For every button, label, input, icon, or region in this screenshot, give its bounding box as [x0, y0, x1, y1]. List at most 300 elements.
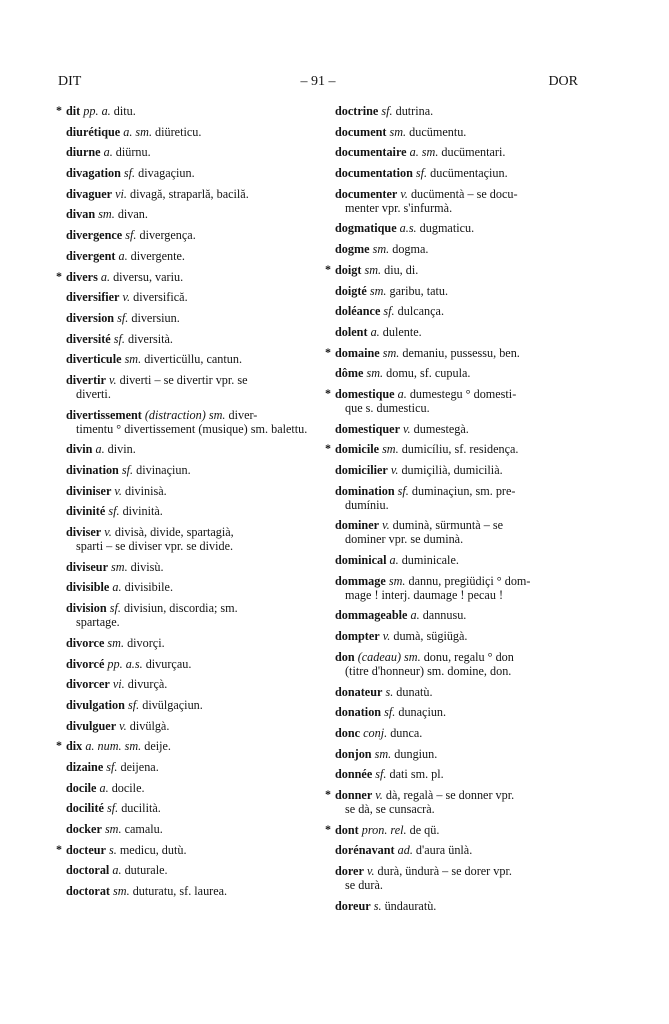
headword: document — [335, 124, 387, 139]
headword: domestique — [335, 386, 395, 401]
headword: divers — [66, 269, 98, 284]
headword: divergence — [66, 228, 123, 243]
headword: dolent — [335, 324, 368, 339]
translation: dannusu. — [422, 608, 467, 623]
headword: dizaine — [66, 759, 104, 774]
grammar-label: a. sm. — [123, 124, 152, 139]
translation: divisà, divide, spartagià, — [114, 525, 234, 540]
translation: duminaçiun, sm. pre- — [411, 483, 516, 498]
grammar-label: sf. — [384, 705, 396, 720]
grammar-label: v. — [375, 787, 383, 802]
headword: divorcé — [66, 656, 105, 671]
translation: domu, sf. cupula. — [386, 366, 471, 381]
grammar-label: (cadeau) sm. — [357, 649, 421, 664]
dictionary-entry — [325, 747, 587, 761]
left-column — [56, 104, 312, 905]
grammar-label: a. — [118, 248, 128, 263]
grammar-label: v. — [114, 483, 122, 498]
grammar-label: sm. — [366, 366, 384, 381]
headword: documentation — [335, 166, 413, 181]
dictionary-entry — [325, 463, 587, 477]
translation: deije. — [144, 739, 171, 754]
translation: diverti – se divertir vpr. se — [119, 372, 248, 387]
grammar-label: a. — [370, 324, 380, 339]
headword: donateur — [335, 684, 383, 699]
translation: medicu, dutù. — [119, 842, 187, 857]
dictionary-entry — [56, 601, 312, 629]
headword: diversité — [66, 331, 111, 346]
grammar-label: a. — [410, 608, 420, 623]
dictionary-entry — [56, 484, 312, 498]
headword: divorcer — [66, 677, 110, 692]
grammar-label: sf. — [117, 310, 129, 325]
grammar-label: v. — [403, 421, 411, 436]
translation: durà, ündurà – se dorer vpr. — [377, 864, 512, 878]
dictionary-entry — [56, 352, 312, 366]
dictionary-entry — [325, 843, 587, 857]
grammar-label: a. — [95, 442, 105, 457]
dictionary-entry — [325, 864, 587, 892]
translation: divorçi. — [127, 635, 165, 650]
asterisk-marker: * — [56, 103, 62, 117]
dictionary-entry — [56, 373, 312, 401]
dictionary-entry — [325, 484, 587, 512]
page-header — [58, 74, 578, 94]
translation: dumestegà. — [413, 421, 469, 436]
grammar-label: sm. — [107, 635, 125, 650]
headword: divin — [66, 442, 93, 457]
grammar-label: v. — [390, 463, 399, 477]
grammar-label: a. — [100, 269, 111, 284]
headword: dorer — [335, 864, 364, 878]
dictionary-entry — [56, 822, 312, 836]
translation: dà, regalà – se donner vpr. — [385, 787, 515, 802]
translation: deijena. — [120, 759, 159, 774]
translation: dumà, sügiügà. — [393, 629, 468, 644]
grammar-label: a. — [99, 780, 109, 795]
dictionary-entry — [325, 221, 587, 235]
grammar-label: sf. — [397, 483, 409, 498]
headword: divertissement — [66, 407, 142, 422]
translation: donu, regalu ° don — [423, 649, 514, 664]
translation: divinisà. — [125, 483, 167, 498]
headword: divulgation — [66, 697, 125, 712]
grammar-label: sm. — [124, 352, 142, 367]
headword: dominical — [335, 553, 387, 568]
headword: divorce — [66, 635, 105, 650]
asterisk-marker: * — [56, 738, 62, 753]
grammar-label: pp. a. — [83, 104, 111, 118]
grammar-label: v. — [104, 525, 112, 540]
translation: dannu, pregiüdiçi ° dom- — [408, 573, 531, 588]
headword: dompter — [335, 629, 380, 644]
headword: divinité — [66, 504, 106, 519]
translation-continuation: dumíniu. — [345, 497, 389, 512]
translation-continuation: dominer vpr. se duminà. — [345, 532, 464, 547]
headword: domicile — [335, 442, 380, 457]
headword: divan — [66, 207, 96, 222]
grammar-label: sf. — [106, 801, 119, 816]
headword: doctorat — [66, 884, 110, 899]
translation: ditu. — [113, 104, 136, 118]
translation: diversifică. — [133, 290, 188, 305]
translation: d'aura ünlà. — [415, 843, 473, 858]
translation: dulcança. — [397, 304, 444, 319]
translation: diverticüllu, cantun. — [144, 352, 243, 367]
translation: de qü. — [409, 822, 440, 837]
dictionary-entry — [325, 284, 587, 298]
dictionary-entry — [325, 705, 587, 719]
dictionary-entry — [56, 166, 312, 180]
header-right-guideword: DOR — [548, 74, 578, 89]
grammar-label: sm. — [382, 345, 400, 360]
grammar-label: s. — [108, 842, 117, 857]
translation: ündauratù. — [384, 898, 437, 913]
grammar-label: sm. — [382, 442, 399, 457]
dictionary-entry — [325, 304, 587, 318]
headword: donner — [335, 787, 373, 802]
translation: diversu, variu. — [113, 269, 184, 284]
translation: divülgà. — [129, 718, 170, 733]
translation: dunca. — [390, 725, 423, 740]
translation: diürnu. — [115, 145, 151, 160]
headword: doléance — [335, 304, 381, 319]
grammar-label: a. — [389, 553, 399, 568]
asterisk-marker: * — [56, 841, 62, 856]
asterisk-marker: * — [325, 441, 331, 456]
translation-continuation: (titre d'honneur) sm. domine, don. — [345, 663, 512, 678]
asterisk-marker: * — [325, 344, 331, 359]
translation: camalu. — [124, 822, 163, 836]
translation: dati sm. pl. — [389, 767, 444, 782]
grammar-label: a. — [397, 386, 407, 401]
dictionary-entry — [56, 801, 312, 815]
translation: divinaçiun. — [136, 463, 191, 477]
headword: diversifier — [66, 290, 120, 305]
grammar-label: sm. — [374, 746, 392, 761]
translation: ducümentu. — [409, 124, 467, 139]
headword: divulguer — [66, 718, 117, 733]
grammar-label: sf. — [108, 504, 120, 519]
translation: diüreticu. — [155, 124, 202, 139]
dictionary-entry — [325, 145, 587, 159]
headword: domaine — [335, 345, 380, 360]
translation: demaniu, pussessu, ben. — [402, 345, 520, 360]
translation-continuation: que s. dumesticu. — [345, 400, 430, 415]
dictionary-entry — [56, 442, 312, 456]
dictionary-entry — [56, 657, 312, 671]
translation: dunatù. — [396, 684, 433, 699]
translation: divisù. — [130, 559, 164, 574]
asterisk-marker: * — [325, 786, 331, 801]
headword: domination — [335, 483, 395, 498]
grammar-label: vi. — [115, 186, 127, 201]
grammar-label: ad. — [397, 843, 413, 858]
grammar-label: v. — [108, 372, 117, 387]
dictionary-entry — [56, 560, 312, 574]
headword: dommageable — [335, 608, 408, 623]
translation: docile. — [111, 780, 145, 795]
dictionary-entry — [325, 553, 587, 567]
headword: domicilier — [335, 463, 388, 477]
headword: docker — [66, 822, 102, 836]
grammar-label: v. — [382, 518, 390, 533]
translation: divan. — [117, 207, 148, 222]
dictionary-entry — [56, 884, 312, 898]
translation-continuation: se durà. — [345, 878, 383, 892]
headword: doigté — [335, 283, 367, 298]
translation: dugmaticu. — [419, 221, 475, 236]
grammar-label: sf. — [123, 166, 136, 181]
translation: diver- — [228, 407, 258, 422]
translation: dutrina. — [395, 104, 434, 118]
translation: diversiun. — [131, 310, 180, 325]
headword: diviser — [66, 525, 102, 540]
dictionary-entry — [56, 187, 312, 201]
headword: dominer — [335, 518, 380, 533]
grammar-label: a. — [103, 145, 113, 160]
dictionary-entry — [56, 843, 312, 857]
dictionary-entry — [325, 242, 587, 256]
headword: docilité — [66, 801, 104, 816]
dictionary-entry — [56, 781, 312, 795]
headword: donc — [335, 725, 361, 740]
grammar-label: s. — [385, 684, 394, 699]
grammar-label: sf. — [125, 228, 137, 243]
dictionary-entry — [325, 767, 587, 781]
grammar-label: sf. — [415, 166, 428, 181]
headword: division — [66, 601, 107, 616]
dictionary-entry — [325, 629, 587, 643]
dictionary-entry — [56, 249, 312, 263]
dictionary-entry — [325, 325, 587, 339]
grammar-label: v. — [119, 718, 127, 733]
dictionary-entry — [56, 504, 312, 518]
grammar-label: sm. — [364, 262, 382, 277]
translation: ducümentaçiun. — [430, 166, 508, 181]
translation: ducümentari. — [441, 145, 506, 160]
dictionary-entry — [325, 442, 587, 456]
grammar-label: a. — [112, 863, 122, 878]
headword: dôme — [335, 366, 364, 381]
headword: donnée — [335, 767, 373, 782]
headword: domestiquer — [335, 421, 400, 436]
translation: ducilità. — [121, 801, 161, 816]
grammar-label: sm. — [98, 207, 115, 222]
translation: diu, di. — [384, 262, 419, 277]
translation: garibu, tatu. — [389, 283, 449, 298]
dictionary-entry — [325, 726, 587, 740]
headword: documentaire — [335, 145, 407, 160]
translation: duturale. — [124, 863, 168, 878]
grammar-label: sm. — [111, 559, 128, 574]
headword: divination — [66, 463, 119, 477]
translation: dungiun. — [394, 746, 438, 761]
translation: dogma. — [392, 242, 429, 257]
grammar-label: s. — [373, 898, 382, 913]
translation-continuation: diverti. — [76, 386, 111, 401]
headword: doctoral — [66, 863, 110, 878]
dictionary-entry — [56, 760, 312, 774]
dictionary-entry — [325, 899, 587, 913]
grammar-label: sm. — [369, 283, 387, 298]
dictionary-entry — [56, 525, 312, 553]
asterisk-marker: * — [325, 261, 331, 276]
translation: divurçà. — [127, 677, 168, 692]
headword: doctrine — [335, 104, 379, 118]
grammar-label: a. sm. — [409, 145, 439, 160]
headword: diviseur — [66, 559, 108, 574]
headword: don — [335, 649, 355, 664]
translation-continuation: sparti – se diviser vpr. se divide. — [76, 539, 234, 554]
dictionary-entry — [56, 228, 312, 242]
translation: dulente. — [382, 324, 422, 339]
dictionary-entry — [325, 125, 587, 139]
dictionary-entry — [56, 677, 312, 691]
grammar-label: (distraction) sm. — [144, 407, 226, 422]
headword: dogmatique — [335, 221, 397, 236]
translation-continuation: timentu ° divertissement (musique) sm. balettu. — [76, 421, 308, 436]
headword: diversion — [66, 310, 115, 325]
dictionary-entry — [325, 788, 587, 816]
headword: diurétique — [66, 124, 121, 139]
dictionary-entry — [325, 422, 587, 436]
headword: dit — [66, 104, 81, 118]
grammar-label: sf. — [121, 463, 134, 477]
translation: duturatu, sf. laurea. — [132, 884, 228, 899]
translation: divagă, straparlă, bacilă. — [129, 186, 249, 201]
headword: dogme — [335, 242, 370, 257]
grammar-label: sf. — [381, 104, 393, 118]
header-left-guideword: DIT — [58, 74, 82, 89]
translation: divinità. — [122, 504, 163, 519]
dictionary-entry — [56, 290, 312, 304]
translation: duminicale. — [401, 553, 459, 568]
page-number: – 91 – — [300, 74, 336, 89]
grammar-label: pp. a.s. — [107, 656, 143, 671]
grammar-label: sf. — [383, 304, 395, 319]
dictionary-entry — [56, 719, 312, 733]
dictionary-entry — [325, 518, 587, 546]
dictionary-entry — [325, 574, 587, 602]
dictionary-entry — [325, 608, 587, 622]
headword: doreur — [335, 898, 371, 913]
grammar-label: sm. — [113, 884, 130, 899]
grammar-label: sf. — [375, 767, 387, 782]
dictionary-entry — [325, 685, 587, 699]
dictionary-entry — [325, 104, 587, 118]
headword: dont — [335, 822, 359, 837]
grammar-label: v. — [382, 629, 391, 644]
dictionary-entry — [325, 366, 587, 380]
grammar-label: sf. — [113, 331, 125, 346]
dictionary-entry — [56, 739, 312, 753]
headword: docile — [66, 780, 97, 795]
dictionary-entry — [325, 187, 587, 215]
translation: ducümentà – se docu- — [410, 186, 518, 201]
dictionary-entry — [56, 207, 312, 221]
headword: diverticule — [66, 352, 122, 367]
headword: dorénavant — [335, 843, 395, 858]
grammar-label: sm. — [389, 124, 407, 139]
translation: duminà, sürmuntà – se — [392, 518, 504, 533]
translation: dumicíliu, sf. residença. — [401, 442, 519, 457]
translation: divagaçiun. — [138, 166, 195, 181]
dictionary-entry — [56, 104, 312, 118]
dictionary-entry — [56, 463, 312, 477]
headword: divagation — [66, 166, 121, 181]
translation-continuation: spartage. — [76, 615, 120, 630]
translation: divergente. — [130, 248, 185, 263]
translation: diversità. — [127, 331, 173, 346]
grammar-label: sm. — [104, 822, 122, 836]
headword: donation — [335, 705, 382, 720]
dictionary-entry — [325, 387, 587, 415]
dictionary-entry — [56, 332, 312, 346]
dictionary-entry — [56, 698, 312, 712]
headword: doigt — [335, 262, 362, 277]
translation-continuation: se dà, se cunsacrà. — [345, 801, 435, 816]
grammar-label: conj. — [363, 725, 388, 740]
headword: donjon — [335, 746, 372, 761]
grammar-label: v. — [400, 186, 408, 201]
dictionary-entry — [56, 636, 312, 650]
grammar-label: v. — [122, 290, 131, 305]
dictionary-entry — [56, 270, 312, 284]
translation: divisiun, discordia; sm. — [123, 601, 238, 616]
translation-continuation: mage ! interj. daumage ! pecau ! — [345, 587, 504, 602]
translation: divülgaçiun. — [142, 697, 203, 712]
dictionary-entry — [56, 863, 312, 877]
grammar-label: pron. rel. — [361, 822, 407, 837]
headword: divergent — [66, 248, 116, 263]
headword: divertir — [66, 372, 106, 387]
grammar-label: sf. — [127, 697, 140, 712]
grammar-label: sf. — [109, 601, 121, 616]
grammar-label: sm. — [372, 242, 390, 257]
translation-continuation: menter vpr. s'infurmà. — [345, 200, 453, 215]
translation: divin. — [107, 442, 136, 457]
grammar-label: sm. — [388, 573, 406, 588]
dictionary-entry — [325, 346, 587, 360]
dictionary-entry — [56, 125, 312, 139]
right-column — [325, 104, 587, 919]
dictionary-entry — [325, 823, 587, 837]
translation: divisibile. — [124, 580, 174, 595]
grammar-label: a. num. sm. — [85, 739, 142, 754]
translation: divergença. — [139, 228, 196, 243]
headword: dix — [66, 739, 83, 754]
asterisk-marker: * — [56, 268, 62, 283]
grammar-label: a. — [112, 580, 122, 595]
translation: dumiçilià, dumicilià. — [401, 463, 503, 477]
headword: diviniser — [66, 483, 112, 498]
translation: dunaçiun. — [398, 705, 447, 720]
translation: divurçau. — [145, 656, 192, 671]
dictionary-entry — [56, 311, 312, 325]
asterisk-marker: * — [325, 385, 331, 400]
grammar-label: v. — [366, 864, 375, 878]
translation: dumestegu ° domesti- — [409, 386, 517, 401]
dictionary-entry — [325, 263, 587, 277]
headword: divaguer — [66, 186, 113, 201]
grammar-label: a.s. — [399, 221, 417, 236]
dictionary-entry — [325, 166, 587, 180]
headword: docteur — [66, 842, 106, 857]
grammar-label: vi. — [112, 677, 125, 692]
dictionary-entry — [325, 650, 587, 678]
dictionary-entry — [56, 580, 312, 594]
